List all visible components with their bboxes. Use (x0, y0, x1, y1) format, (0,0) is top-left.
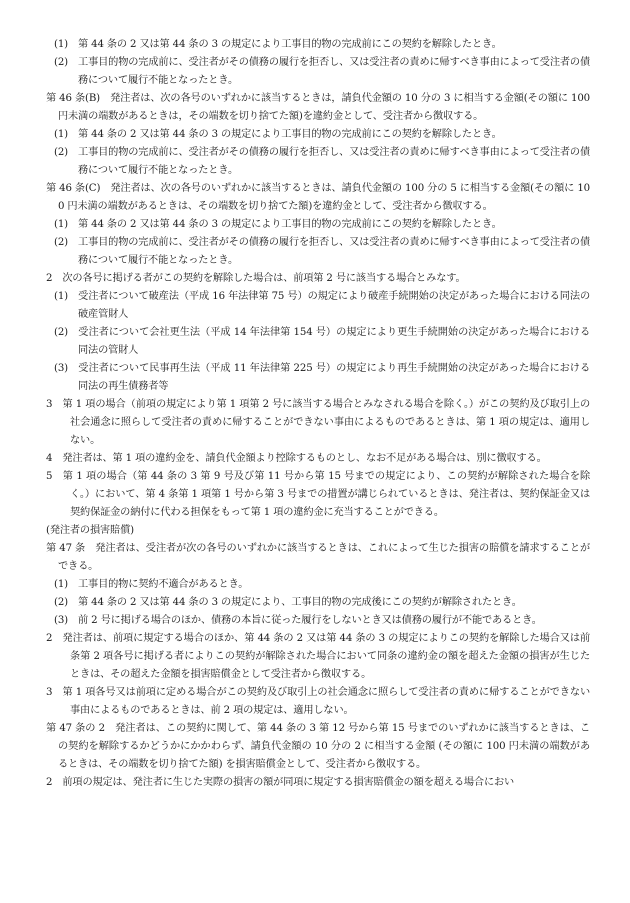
paragraph: 5 第 1 項の場合（第 44 条の 3 第 9 号及び第 11 号から第 15 号までの規定により、この契約が解除された場合を除く。）において、第 4 条第 1 項第 1 号から第 3 号までの措置が講じられているときは、発注者は、契約保証金又は契約保証金の納付に代わる担保をもって第 1 項の違約金に充当することができる。 (46, 471, 590, 518)
paragraph: (3) 前 2 号に掲げる場合のほか、債務の本旨に従った履行をしないとき又は債務の履行が不能であるとき。 (54, 615, 542, 626)
article-heading: 第 47 条の 2 発注者は、この契約に関して、第 44 条の 3 第 12 号から第 15 号までのいずれかに該当するときは、この契約を解除するかどうかにかかわらず、請負代金額の 10 分の 2 に相当する金額 (その額に 100 円未満の端数があるときは、その端数を切り捨てた額) を損害賠償金として、受注者から徴収する。 (46, 723, 590, 770)
paragraph: (2) 工事目的物の完成前に、受注者がその債務の履行を拒否し、又は受注者の責めに帰すべき事由によって受注者の債務について履行不能となったとき。 (54, 237, 590, 266)
paragraph: (1) 第 44 条の 2 又は第 44 条の 3 の規定により工事目的物の完成前にこの契約を解除したとき。 (54, 129, 502, 140)
paragraph: (2) 第 44 条の 2 又は第 44 条の 3 の規定により、工事目的物の完成後にこの契約が解除されたとき。 (54, 597, 522, 608)
paragraph: (1) 工事目的物に契約不適合があるとき。 (54, 579, 249, 590)
paragraph: (3) 受注者について民事再生法（平成 11 年法律第 225 号）の規定により再生手続開始の決定があった場合における同法の再生債務者等 (54, 363, 590, 392)
paragraph: (2) 受注者について会社更生法（平成 14 年法律第 154 号）の規定により更生手続開始の決定があった場合における同法の管財人 (54, 327, 590, 356)
paragraph: 4 発注者は、第 1 項の違約金を、請負代金額より控除するものとし、なお不足がある場合は、別に徴収する。 (46, 453, 547, 464)
paragraph: 3 第 1 項各号又は前項に定める場合がこの契約及び取引上の社会通念に照らして受注者の責めに帰することができない事由によるものであるときは、前 2 項の規定は、適用しない。 (46, 687, 590, 716)
section-caption: (発注者の損害賠償) (46, 525, 134, 536)
paragraph: 2 発注者は、前項に規定する場合のほか、第 44 条の 2 又は第 44 条の 3 の規定によりこの契約を解除した場合又は前条第 2 項各号に掲げる者によりこの契約が解除された場合において同条の違約金の額を超えた金額の損害が生じたときは、その超えた金額を損害賠償金として受注者から徴収する。 (46, 633, 590, 680)
paragraph: 2 次の各号に掲げる者がこの契約を解除した場合は、前項第 2 号に該当する場合とみなす。 (46, 273, 466, 284)
paragraph: (1) 受注者について破産法（平成 16 年法律第 75 号）の規定により破産手続開始の決定があった場合における同法の破産管財人 (54, 291, 590, 320)
paragraph: 2 前項の規定は、発注者に生じた実際の損害の額が同項に規定する損害賠償金の額を超える場合におい (46, 777, 515, 788)
paragraph: (2) 工事目的物の完成前に、受注者がその債務の履行を拒否し、又は受注者の責めに帰すべき事由によって受注者の債務について履行不能となったとき。 (54, 57, 590, 86)
article-heading: 第 47 条 発注者は、受注者が次の各号のいずれかに該当するときは、これによって生じた損害の賠償を請求することができる。 (46, 543, 590, 572)
paragraph: (2) 工事目的物の完成前に、受注者がその債務の履行を拒否し、又は受注者の責めに帰すべき事由によって受注者の債務について履行不能となったとき。 (54, 147, 590, 176)
article-heading: 第 46 条(C) 発注者は、次の各号のいずれかに該当するときは、請負代金額の 100 分の 5 に相当する金額(その額に 100 円未満の端数があるときは、その端数を切り捨てた額)を違約金として、受注者から徴収する。 (46, 183, 590, 212)
paragraph: (1) 第 44 条の 2 又は第 44 条の 3 の規定により工事目的物の完成前にこの契約を解除したとき。 (54, 219, 502, 230)
paragraph: 3 第 1 項の場合（前項の規定により第 1 項第 2 号に該当する場合とみなされる場合を除く。）がこの契約及び取引上の社会通念に照らして受注者の責めに帰することができない事由によるものであるときは、第 1 項の規定は、適用しない。 (46, 399, 590, 446)
paragraph: (1) 第 44 条の 2 又は第 44 条の 3 の規定により工事目的物の完成前にこの契約を解除したとき。 (54, 39, 502, 50)
article-heading: 第 46 条(B) 発注者は、次の各号のいずれかに該当するときは，請負代金額の 10 分の 3 に相当する金額(その額に 100 円未満の端数があるときは，その端数を切り捨てた額)を違約金として、受注者から徴収する。 (46, 93, 590, 122)
